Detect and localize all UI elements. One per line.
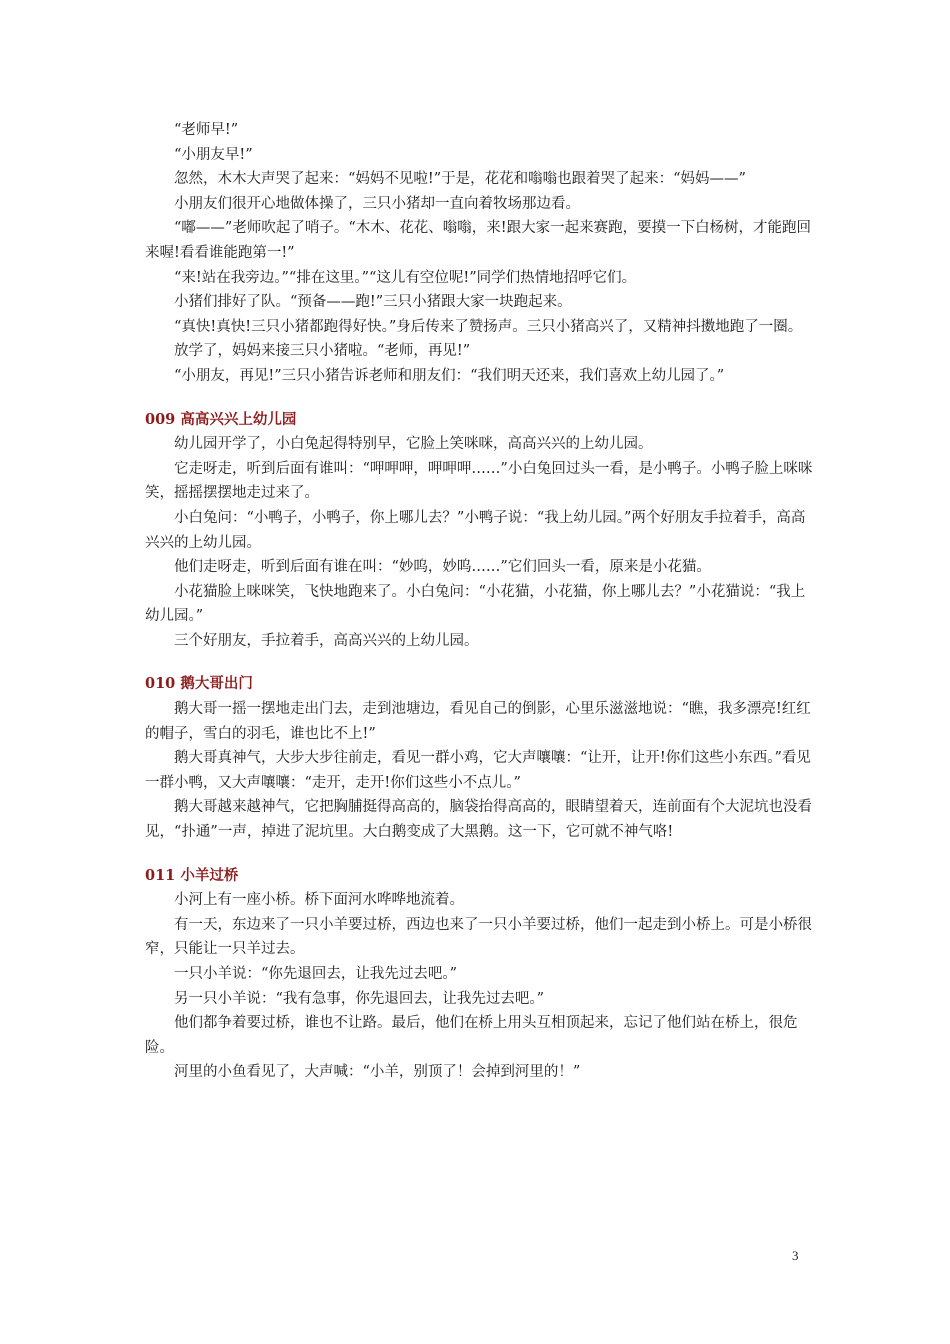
paragraph: 鹅大哥越来越神气，它把胸脯挺得高高的，脑袋抬得高高的，眼睛望着天，连前面有个大泥坑也没看见，“扑通”一声，掉进了泥坑里。大白鹅变成了大黑鹅。这一下，它可就不神气咯! [145,799,812,841]
story-continuation [145,118,813,389]
paragraph: 一只小羊说：“你先退回去，让我先过去吧。” [174,966,458,982]
paragraph: 忽然，木木大声哭了起来：“妈妈不见啦!”于是，花花和嗡嗡也跟着哭了起来：“妈妈——” [174,171,746,188]
story-heading: 011 小羊过桥 [145,866,239,884]
story-010 [145,672,813,844]
paragraph: 小白兔问：“小鸭子，小鸭子，你上哪儿去？”小鸭子说：“我上幼儿园。”两个好朋友手拉着手，高高兴兴的上幼儿园。 [145,509,806,551]
page-number: 3 [792,1248,799,1263]
story-009 [145,408,813,654]
story-heading: 009 高高兴兴上幼儿园 [145,410,297,428]
paragraph: 小花猫脸上咪咪笑，飞快地跑来了。小白兔问：“小花猫，小花猫，你上哪儿去？”小花猫说：“我上幼儿园。” [145,583,806,625]
paragraph: “老师早!” [174,122,239,138]
story-heading: 010 鹅大哥出门 [145,675,253,693]
paragraph: 小河上有一座小桥。桥下面河水哗哗地流着。 [174,892,464,909]
paragraph: “小朋友早!” [174,146,253,163]
paragraph: 鹅大哥一摇一摆地走出门去，走到池塘边，看见自己的倒影，心里乐滋滋地说：“瞧，我多漂亮!红红的帽子，雪白的羽毛，谁也比不上!” [145,701,811,742]
document-body [145,118,813,1085]
paragraph: 三个好朋友，手拉着手，高高兴兴的上幼儿园。 [174,632,479,649]
paragraph: 他们走呀走，听到后面有谁在叫：“妙呜，妙呜……”它们回头一看，原来是小花猫。 [174,559,711,576]
paragraph: 放学了，妈妈来接三只小猪啦。“老师，再见!” [174,343,471,360]
paragraph: “小朋友，再见!”三只小猪告诉老师和朋友们：“我们明天还来，我们喜欢上幼儿园了。” [174,367,725,384]
paragraph: 它走呀走，听到后面有谁叫：“呷呷呷，呷呷呷……”小白兔回过头一看，是小鸭子。小鸭子脸上咪咪笑，摇摇摆摆地走过来了。 [145,460,813,502]
story-011 [145,864,813,1085]
paragraph: “来!站在我旁边。”“排在这里。”“这儿有空位呢!”同学们热情地招呼它们。 [174,269,637,286]
paragraph: 他们都争着要过桥，谁也不让路。最后，他们在桥上用头互相顶起来，忘记了他们站在桥上，很危险。 [145,1015,798,1056]
paragraph: 河里的小鱼看见了，大声喊：“小羊，别顶了！会掉到河里的！” [174,1064,581,1081]
paragraph: 小朋友们很开心地做体操了，三只小猪却一直向着牧场那边看。 [174,195,580,212]
paragraph: 另一只小羊说：“我有急事，你先退回去，让我先过去吧。” [174,990,545,1007]
paragraph: 鹅大哥真神气，大步大步往前走，看见一群小鸡，它大声嚷嚷：“让开，让开!你们这些小东西。”看见一群小鸭，又大声嚷嚷：“走开，走开!你们这些小不点儿。” [145,750,811,791]
paragraph: “真快!真快!三只小猪都跑得好快。”身后传来了赞扬声。三只小猪高兴了，又精神抖擞地跑了一圈。 [174,318,803,335]
paragraph: 有一天，东边来了一只小羊要过桥，西边也来了一只小羊要过桥，他们一起走到小桥上。可是小桥很窄，只能让一只羊过去。 [145,916,812,958]
paragraph: 幼儿园开学了，小白兔起得特别早，它脸上笑咪咪，高高兴兴的上幼儿园。 [174,436,653,453]
paragraph: 小猪们排好了队。“预备——跑!”三只小猪跟大家一块跑起来。 [174,294,572,311]
paragraph: “嘟——”老师吹起了哨子。“木木、花花、嗡嗡，来!跟大家一起来赛跑，要摸一下白杨树，才能跑回来喔!看看谁能跑第一!” [145,220,812,261]
